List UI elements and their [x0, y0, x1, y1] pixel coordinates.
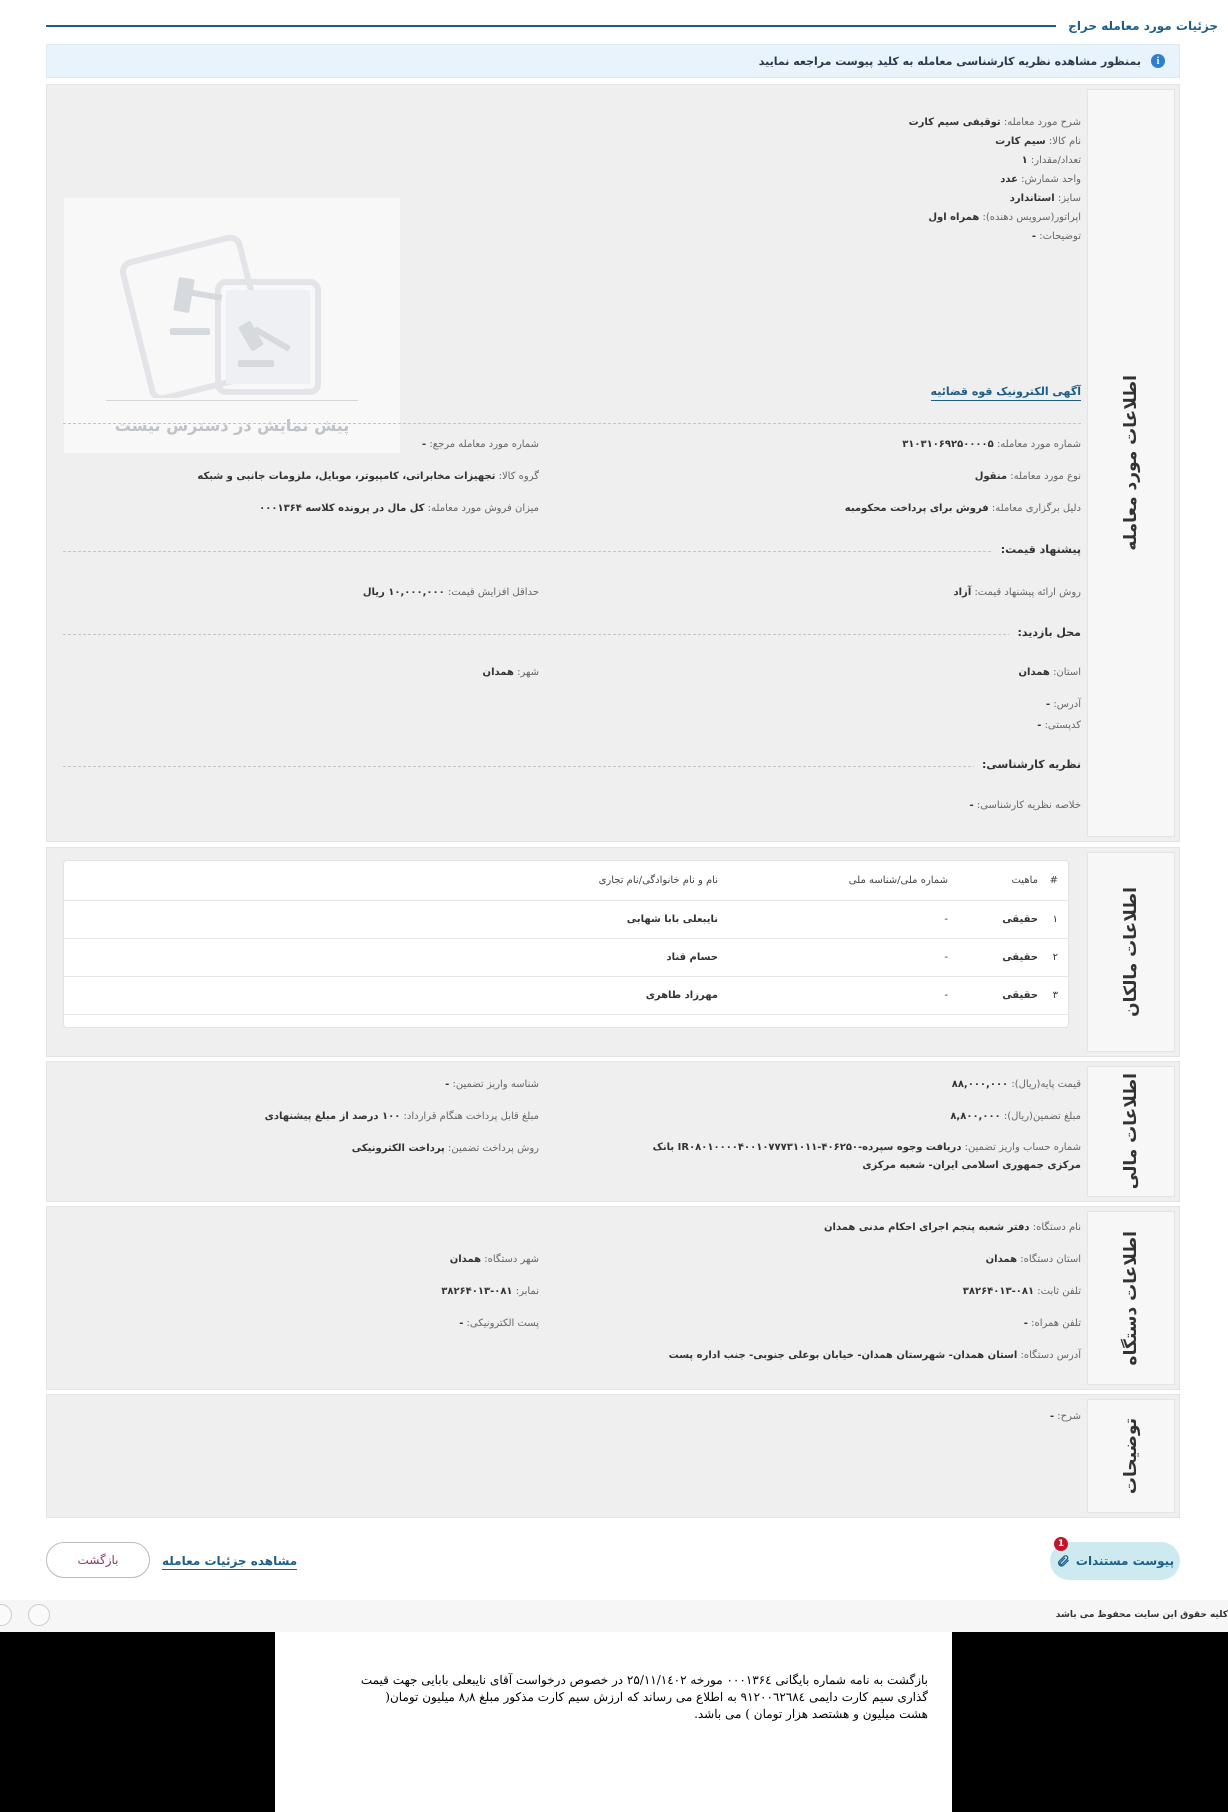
field-sale-amount: میزان فروش مورد معامله: کل مال در پرونده کلاسه ۰۰۰۱۳۶۴	[259, 503, 539, 514]
remarks-content	[47, 1395, 1081, 1517]
field-base-price: قیمت پایه(ریال): ۸۸,۰۰۰,۰۰۰	[951, 1079, 1081, 1090]
field-office-fax: نمابر: ۰۸۱-۳۸۲۶۴۰۱۳	[441, 1286, 539, 1297]
cell-num: ۲	[1052, 952, 1058, 963]
info-icon: i	[1151, 54, 1165, 68]
field-remarks: شرح: -	[1049, 1411, 1081, 1422]
column-header: نام و نام خانوادگی/نام تجاری	[598, 875, 718, 886]
section-title: اطلاعات مالکان	[1121, 887, 1141, 1017]
finance-side-title	[1087, 1066, 1175, 1197]
field-office-city: شهر دستگاه: همدان	[449, 1254, 539, 1265]
visit-heading: محل بازدید:	[1009, 626, 1081, 639]
notice-text: بمنظور مشاهده نظریه کارشناسی معامله به کلید پیوست مراجعه نمایید	[758, 54, 1141, 68]
notice-bar	[46, 44, 1180, 78]
page-header	[46, 16, 1218, 36]
attachment-document	[275, 1632, 952, 1812]
field-auction-reason: دلیل برگزاری معامله: فروش برای پرداخت محکومبه	[844, 503, 1081, 514]
deal-info-section	[46, 84, 1180, 842]
finance-content	[47, 1062, 1081, 1201]
copyright-bar	[0, 1600, 1228, 1632]
divider	[63, 423, 1081, 424]
field-offer-method: روش ارائه پیشنهاد قیمت: آزاد	[953, 587, 1081, 598]
column-header: شماره ملی/شناسه ملی	[848, 875, 948, 886]
paperclip-icon	[1056, 1554, 1070, 1568]
field-address: آدرس: -	[1046, 699, 1081, 710]
cell-num: ۱	[1052, 914, 1058, 925]
column-header: #	[1049, 875, 1058, 886]
field-office-name: نام دستگاه: دفتر شعبه پنجم اجرای احکام مدنی همدان	[823, 1222, 1081, 1233]
section-title: اطلاعات دستگاه	[1121, 1230, 1141, 1366]
cell-nid: -	[944, 952, 948, 963]
field-expert-summary: خلاصه نظریه کارشناسی: -	[969, 800, 1081, 811]
table-header-row	[64, 861, 1068, 901]
field-notes: توضیحات: -	[1031, 231, 1081, 242]
remarks-side-title	[1087, 1399, 1175, 1513]
attachments-button[interactable]	[1050, 1539, 1180, 1580]
emblem-icon	[28, 1604, 50, 1626]
emblem-icon	[0, 1604, 12, 1626]
attachment-viewer	[0, 1632, 1228, 1812]
cell-nid: -	[944, 990, 948, 1001]
field-operator: اپراتور(سرویس دهنده): همراه اول	[928, 212, 1081, 223]
cell-num: ۳	[1052, 990, 1058, 1001]
field-city: شهر: همدان	[482, 667, 539, 678]
gavel-icon	[118, 218, 348, 398]
page-title: جزئیات مورد معامله حراج	[1068, 19, 1218, 33]
field-office-address: آدرس دستگاه: استان همدان- شهرستان همدان- خیابان بوعلی جنوبی- جنب اداره پست	[668, 1350, 1081, 1361]
field-deal-number: شماره مورد معامله: ۳۱۰۳۱۰۶۹۲۵۰۰۰۰۵	[902, 439, 1081, 450]
remarks-section	[46, 1394, 1180, 1518]
expert-heading: نظریه کارشناسی:	[974, 758, 1081, 771]
preview-unavailable-text: پیش نمایش در دسترس نیست	[114, 416, 350, 435]
owners-side-title	[1087, 852, 1175, 1052]
field-office-mobile: تلفن همراه: -	[1023, 1318, 1081, 1329]
field-office-province: استان دستگاه: همدان	[985, 1254, 1081, 1265]
judiciary-ad-link[interactable]: آگهی الکترونیک قوه قضائیه	[931, 385, 1081, 401]
attachments-count-badge: 1	[1054, 1537, 1068, 1551]
divider	[63, 551, 1081, 552]
field-deposit-id: شناسه واریز تضمین: -	[445, 1079, 539, 1090]
deal-info-side-title	[1087, 89, 1175, 837]
copyright-text: کلیه حقوق این سایت محفوظ می باشد	[1055, 1610, 1228, 1620]
field-size: سایز: استاندارد	[1009, 193, 1081, 204]
table-footer	[64, 1015, 1068, 1027]
field-deal-type: نوع مورد معامله: منقول	[974, 471, 1081, 482]
attachments-label: پیوست مستندات	[1075, 1554, 1175, 1568]
field-guarantee-amount: مبلغ تضمین(ریال): ۸,۸۰۰,۰۰۰	[950, 1111, 1081, 1122]
preview-divider	[106, 400, 358, 401]
section-title: اطلاعات مورد معامله	[1121, 375, 1141, 551]
field-description: شرح مورد معامله: توقیفی سیم کارت	[908, 117, 1081, 128]
field-contract-payment: مبلغ قابل پرداخت هنگام قرارداد: ۱۰۰ درصد از مبلغ پیشنهادی	[264, 1111, 539, 1122]
section-title: توضیحات	[1121, 1417, 1141, 1495]
field-item-group: گروه کالا: تجهیزات مخابراتی، کامپیوتر، موبایل، ملزومات جانبی و شبکه	[197, 471, 539, 482]
divider	[63, 766, 1081, 767]
owners-table	[63, 860, 1069, 1028]
attachment-document-text: بازگشت به نامه شماره بایگانی ۰۰۰۱۳۶٤ مورخه ۲۵/۱۱/۱٤۰۲ در خصوص درخواست آقای نایبعلی بابایی جهت قیمت گذاری سیم کارت دایمی ۹۱۲۰۰٦۲٦۸٤ به اطلاع می رساند که ارزش سیم کارت مذکور مبلغ ۸٫۸ میلیون تومان( هشت میلیون و هشتصد هزار تومان ) می باشد.	[360, 1673, 928, 1721]
offer-heading: پیشنهاد قیمت:	[993, 543, 1081, 556]
section-title: اطلاعات مالی	[1121, 1073, 1141, 1190]
divider	[63, 634, 1081, 635]
cell-type: حقیقی	[1002, 952, 1038, 963]
field-office-phone: تلفن ثابت: ۰۸۱-۳۸۲۶۴۰۱۳	[962, 1286, 1081, 1297]
field-province: استان: همدان	[1018, 667, 1081, 678]
field-account-number: شماره حساب واریز تضمین: دریافت وجوه سپرده-IR۰۸۰۱۰۰۰۰۴۰۰۱۰۷۷۷۳۱۰۱۱-۴۰۶۲۵۰ بانک مرکزی جمهوری اسلامی ایران- شعبه مرکزی	[652, 1142, 1081, 1171]
cell-name: حسام قناد	[666, 952, 718, 963]
field-payment-method: روش پرداخت تضمین: پرداخت الکترونیکی	[351, 1143, 539, 1154]
finance-section	[46, 1061, 1180, 1202]
back-button[interactable]: بازگشت	[46, 1542, 150, 1578]
column-header: ماهیت	[1011, 875, 1038, 886]
table-row	[64, 939, 1068, 977]
header-divider	[46, 25, 1056, 27]
table-row	[64, 901, 1068, 939]
owners-section	[46, 847, 1180, 1057]
field-reference-number: شماره مورد معامله مرجع: -	[422, 439, 539, 450]
cell-type: حقیقی	[1002, 914, 1038, 925]
office-side-title	[1087, 1211, 1175, 1385]
field-office-email: پست الکترونیکی: -	[459, 1318, 539, 1329]
preview-placeholder	[63, 197, 401, 454]
deal-info-content	[47, 85, 1081, 841]
field-item-name: نام کالا: سیم کارت	[995, 136, 1081, 147]
view-deal-details-link[interactable]: مشاهده جزئیات معامله	[162, 1554, 298, 1568]
field-unit: واحد شمارش: عدد	[1000, 174, 1081, 185]
cell-name: مهرزاد طاهری	[645, 990, 718, 1001]
field-quantity: تعداد/مقدار: ۱	[1021, 155, 1081, 166]
office-content	[47, 1207, 1081, 1389]
cell-nid: -	[944, 914, 948, 925]
cell-name: نایبعلی بابا شهابی	[626, 914, 718, 925]
actions-bar	[46, 1539, 1180, 1580]
field-min-increase: حداقل افزایش قیمت: ۱۰,۰۰۰,۰۰۰ ریال	[362, 587, 539, 598]
table-row	[64, 977, 1068, 1015]
field-postal-code: کدپستی: -	[1037, 720, 1081, 731]
owners-content	[47, 848, 1081, 1056]
office-section	[46, 1206, 1180, 1390]
cell-type: حقیقی	[1002, 990, 1038, 1001]
